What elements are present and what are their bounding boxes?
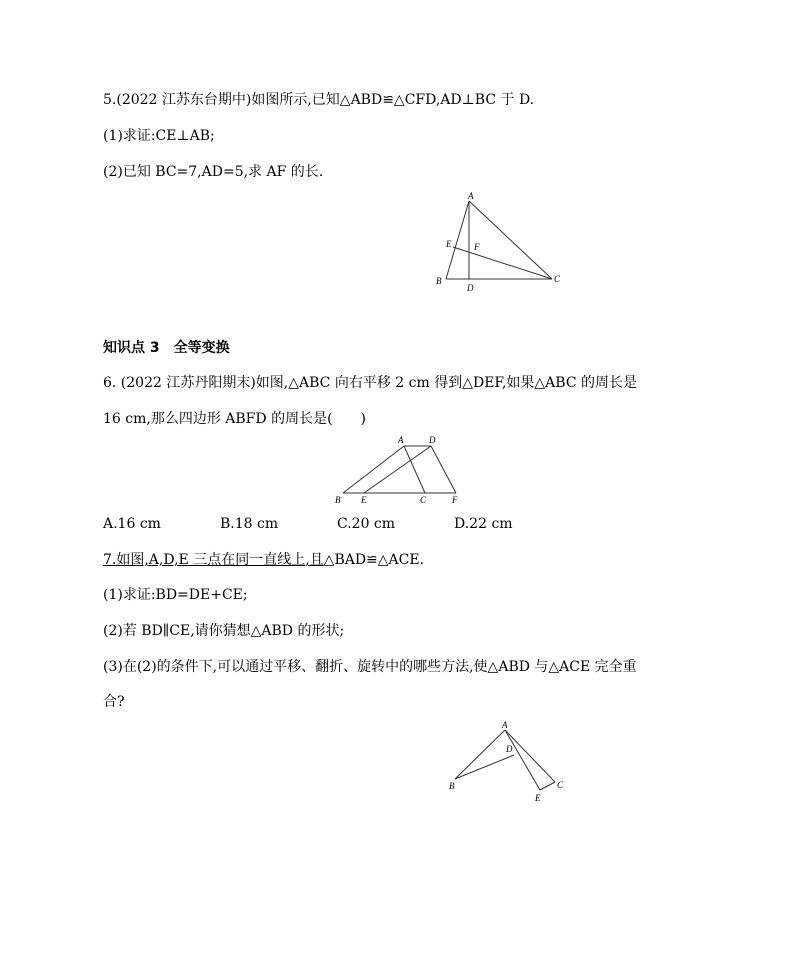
q7-label-A: A: [502, 720, 508, 730]
q6-option-a: A.16 cm: [103, 516, 161, 532]
q5-label-E: E: [446, 239, 452, 249]
q5-part2: (2)已知 BC=7,AD=5,求 AF 的长.: [103, 164, 324, 180]
q6-option-b: B.18 cm: [220, 516, 279, 532]
q5-label-B: B: [436, 276, 442, 286]
q5-label-D: D: [467, 283, 474, 293]
q5-part1: (1)求证:CE⊥AB;: [103, 128, 215, 144]
q6-label-B: B: [335, 495, 341, 505]
q6-label-F: F: [452, 495, 458, 505]
q6-option-d: D.22 cm: [454, 516, 513, 532]
q7-seg-BD: [455, 755, 514, 779]
q6-stem-line1: 6. (2022 江苏丹阳期末)如图,△ABC 向右平移 2 cm 得到△DEF,如果△ABC 的周长是: [103, 375, 638, 391]
q7-label-E: E: [535, 793, 541, 803]
q7-label-D: D: [506, 744, 513, 754]
q7-seg-AB: [455, 730, 505, 779]
q7-part3-line1: (3)在(2)的条件下,可以通过平移、翻折、旋转中的哪些方法,使△ABD 与△ACE 完全重: [103, 659, 637, 675]
q7-label-C: C: [557, 780, 564, 790]
q5-label-F: F: [474, 242, 480, 252]
q6-label-D: D: [429, 435, 436, 445]
q5-label-C: C: [554, 274, 561, 284]
section-title: 知识点 3 全等变换: [103, 340, 230, 356]
q7-part3-line2: 合?: [103, 694, 125, 710]
q7-stem-a: 7.如图,A,D,E 三点在同一直线上: [103, 552, 306, 568]
q6-option-c: C.20 cm: [337, 516, 396, 532]
q7-seg-AE: [505, 730, 540, 790]
q7-part1: (1)求证:BD=DE+CE;: [103, 587, 248, 603]
q5-stem: 5.(2022 江苏东台期中)如图所示,已知△ABD≌△CFD,AD⊥BC 于 D.: [103, 92, 535, 108]
q6-label-A: A: [398, 435, 404, 445]
q6-label-C: C: [420, 495, 427, 505]
q7-stem-c: △BAD≌△ACE.: [323, 552, 425, 568]
q7-seg-EC: [540, 782, 555, 790]
q7-label-B: B: [449, 781, 455, 791]
q7-part2: (2)若 BD∥CE,请你猜想△ABD 的形状;: [103, 623, 345, 639]
q7-stem-b: ,且: [305, 552, 324, 568]
q5-label-A: A: [468, 191, 474, 201]
q6-label-E: E: [361, 495, 367, 505]
q6-stem-line2: 16 cm,那么四边形 ABFD 的周长是( ): [103, 411, 366, 427]
